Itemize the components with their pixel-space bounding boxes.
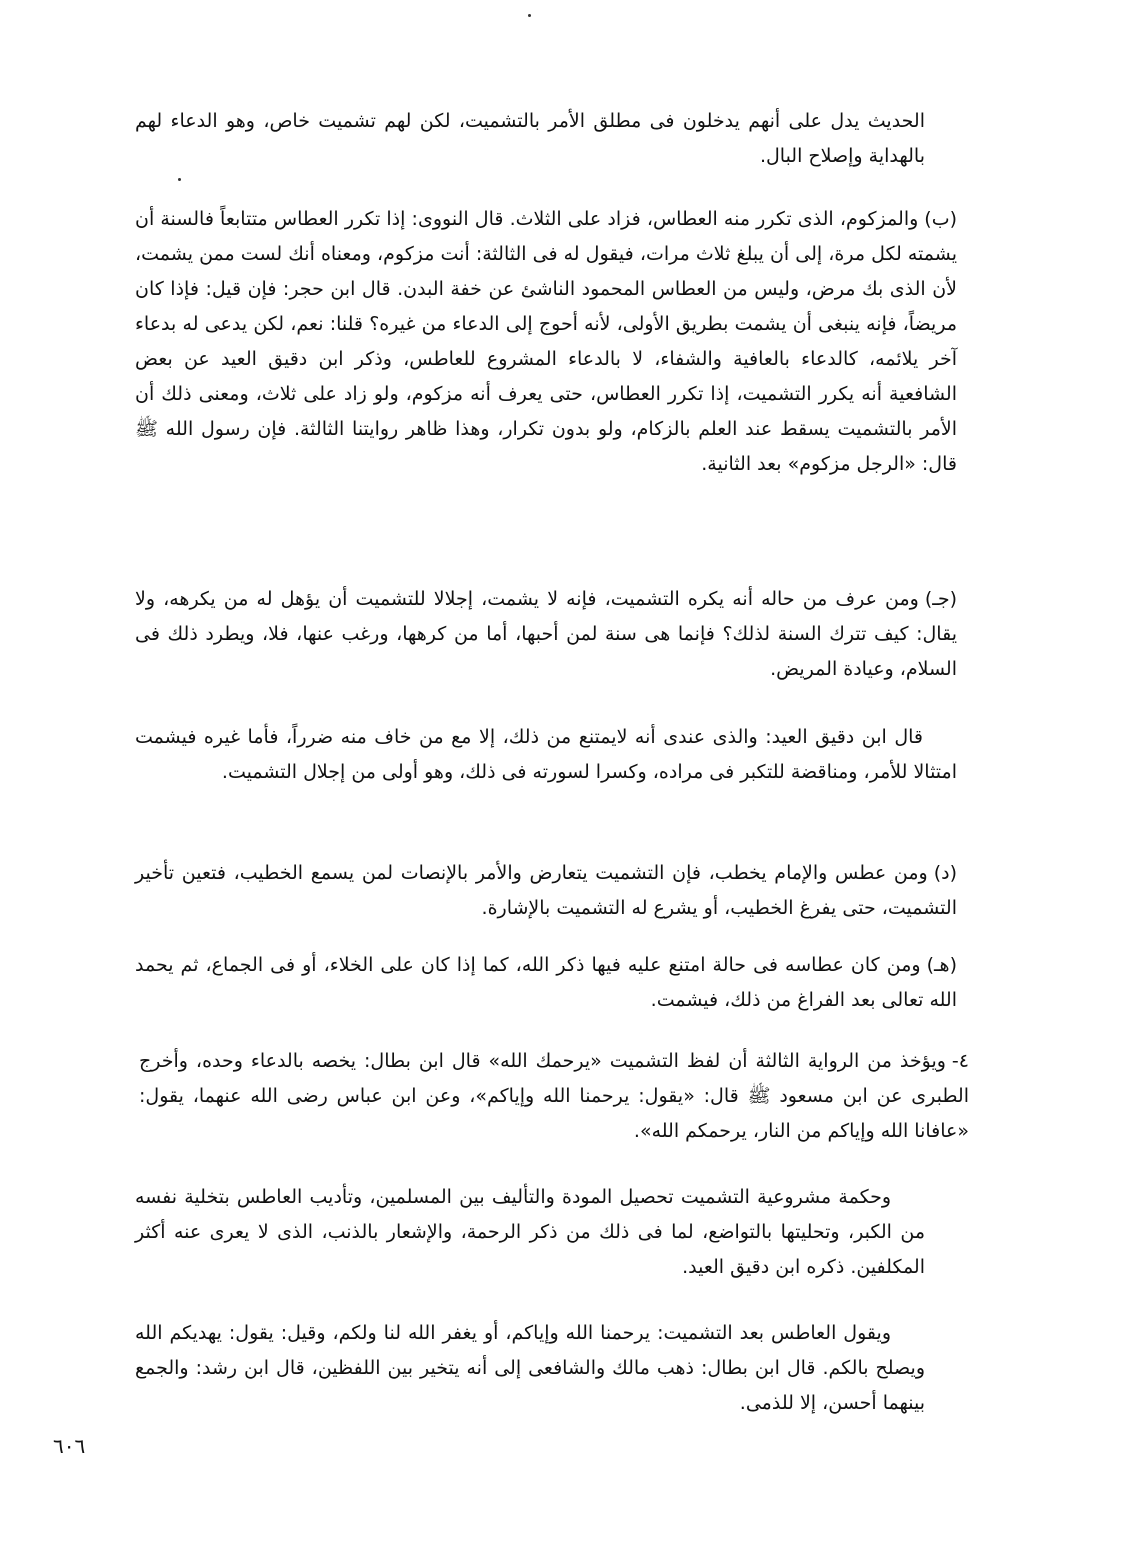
paragraph-reply-text: ويقول العاطس بعد التشميت: يرحمنا الله وإياكم، أو يغفر الله لنا ولكم، وقيل: يقول: يهديكم الله ويصلح بالكم. قال ابن بطال: ذهب مالك والشافعى إلى أنه يتخير بين اللفظين، قال ابن رشد: والجمع بينهما أحسن، إلا للذمى. bbox=[135, 1322, 925, 1414]
item-d bbox=[135, 856, 957, 926]
item-h-text: ومن كان عطاسه فى حالة امتنع عليه فيها ذكر الله، كما إذا كان على الخلاء، أو فى الجماع، ثم يحمد الله تعالى بعد الفراغ من ذلك، فيشمت. bbox=[135, 954, 957, 1011]
item-c bbox=[135, 582, 957, 687]
page-number: ٦٠٦ bbox=[53, 1434, 86, 1458]
paragraph-wisdom-text: وحكمة مشروعية التشميت تحصيل المودة والتأليف بين المسلمين، وتأديب العاطس بتخلية نفسه من الكبر، وتحليتها بالتواضع، لما فى ذلك من ذكر الرحمة، والإشعار بالذنب، الذى لا يعرى عنه أكثر المكلفين. ذكره ابن دقيق العيد. bbox=[135, 1186, 925, 1278]
item-c-continuation bbox=[135, 720, 957, 790]
item-c-text: ومن عرف من حاله أنه يكره التشميت، فإنه لا يشمت، إجلالا للتشميت أن يؤهل له من يكرهه، ولا يقال: كيف تترك السنة لذلك؟ فإنما هى سنة لمن أحبها، أما من كرهها، ورغب عنها، فلا، ويطرد ذلك فى السلام، وعيادة المريض. bbox=[135, 588, 957, 680]
item-b-text: والمزكوم، الذى تكرر منه العطاس، فزاد على الثلاث. قال النووى: إذا تكرر العطاس متتابعاً فالسنة أن يشمته لكل مرة، إلى أن يبلغ ثلاث مرات، فيقول له فى الثالثة: أنت مزكوم، ومعناه أنك لست ممن يشمت، لأن الذى بك مرض، وليس من العطاس المحمود الناشئ عن خفة البدن. قال ابن حجر: فإن قيل: فإذا كان مريضاً، فإنه ينبغى أن يشمت بطريق الأولى، لأنه أحوج إلى الدعاء من غيره؟ قلنا: نعم، لكن يدعى له بدعاء آخر يلائمه، كالدعاء بالعافية والشفاء، لا بالدعاء المشروع للعاطس، وذكر ابن دقيق العيد عن بعض الشافعية أنه يكرر التشميت، إذا تكرر العطاس، حتى يعرف أنه مزكوم، ولو زاد على ثلاث، ومعنى ذلك أن الأمر بالتشميت يسقط عند العلم بالزكام، ولو بدون تكرار، وهذا ظاهر روايتنا الثالثة. فإن رسول الله ﷺ قال: «الرجل مزكوم» بعد الثانية. bbox=[135, 208, 957, 475]
item-h bbox=[135, 948, 957, 1018]
paragraph-intro bbox=[135, 104, 925, 174]
point-4-text: ويؤخذ من الرواية الثالثة أن لفظ التشميت «يرحمك الله» قال ابن بطال: يخصه بالدعاء وحده، وأخرج الطبرى عن ابن مسعود ﷺ قال: «يقول: يرحمنا الله وإياكم»، وعن ابن عباس رضى الله عنهما، يقول: «عافانا الله وإياكم من النار، يرحمكم الله». bbox=[139, 1050, 969, 1142]
scan-speck bbox=[178, 178, 181, 181]
item-c-continuation-text: قال ابن دقيق العيد: والذى عندى أنه لايمتنع من ذلك، إلا مع من خاف منه ضرراً، فأما غيره فيشمت امتثالا للأمر، ومناقضة للتكبر فى مراده، وكسرا لسورته فى ذلك، وهو أولى من إجلال التشميت. bbox=[135, 726, 957, 783]
item-d-marker: (د) bbox=[933, 862, 957, 884]
point-4-marker: ٤- bbox=[951, 1050, 969, 1072]
paragraph-intro-text: الحديث يدل على أنهم يدخلون فى مطلق الأمر بالتشميت، لكن لهم تشميت خاص، وهو الدعاء لهم بالهداية وإصلاح البال. bbox=[135, 110, 925, 167]
paragraph-wisdom bbox=[135, 1180, 925, 1285]
item-b-marker: (ب) bbox=[924, 208, 957, 230]
paragraph-reply bbox=[135, 1316, 925, 1421]
item-d-text: ومن عطس والإمام يخطب، فإن التشميت يتعارض والأمر بالإنصات لمن يسمع الخطيب، فتعين تأخير التشميت، حتى يفرغ الخطيب، أو يشرع له التشميت بالإشارة. bbox=[135, 862, 957, 919]
item-c-marker: (جـ) bbox=[924, 588, 957, 610]
point-4 bbox=[139, 1044, 969, 1149]
scan-speck bbox=[528, 14, 531, 17]
item-b bbox=[135, 202, 957, 482]
item-h-marker: (هـ) bbox=[926, 954, 957, 976]
